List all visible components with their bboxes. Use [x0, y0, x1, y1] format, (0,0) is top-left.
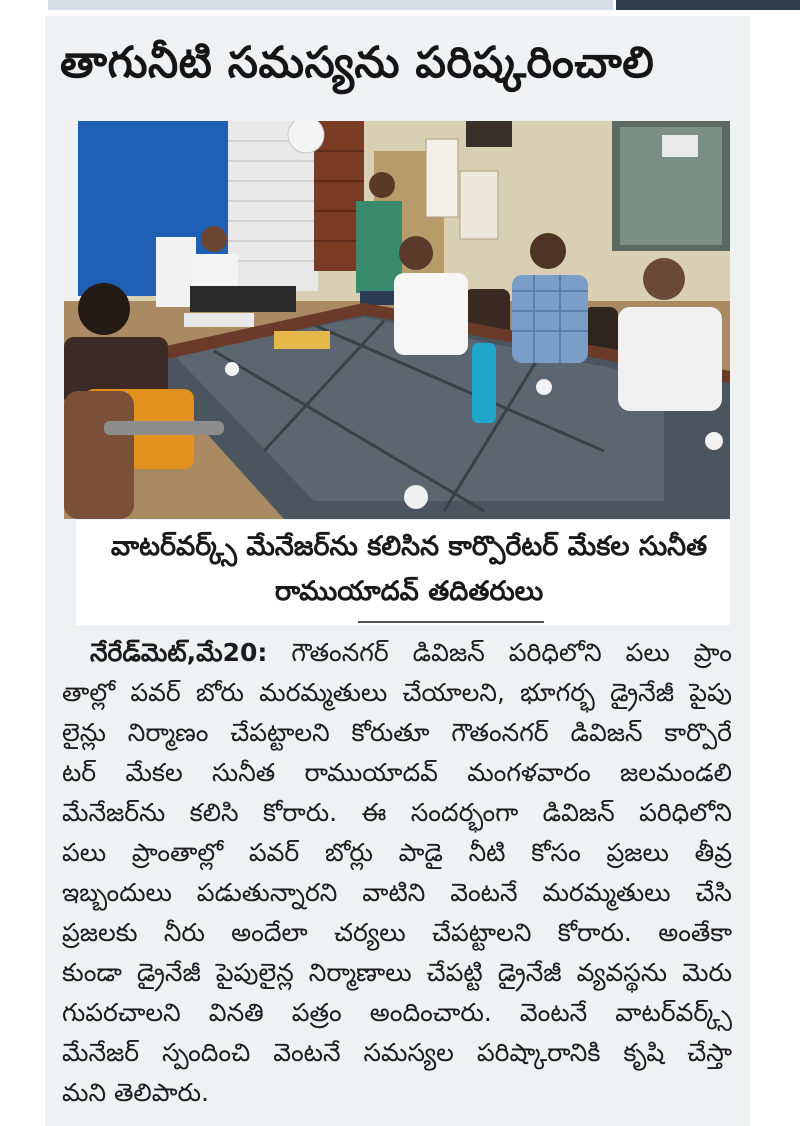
article-line: మని తెలిపారు. [62, 1078, 209, 1107]
article-line: గుపరచాలని వినతి పత్రం అందించారు. వెంటనే వాటర్‌వర్క్స్‌ [62, 998, 732, 1027]
dateline: నేరేడ్‌మెట్‌,మే20: [90, 638, 268, 667]
article-line [62, 633, 732, 673]
article-line: మేనేజర్‌ను కలిసి కోరారు. ఈ సందర్భంగా డివిజన్‌ పరిధిలోని [62, 798, 732, 827]
top-bar-left [48, 0, 613, 10]
photo-caption [96, 524, 722, 614]
caption-line-1: వాటర్‌వర్క్స్‌ మేనేజర్‌ను కలిసిన కార్పొరేటర్‌ మేకల సునీత [110, 531, 708, 562]
article-line: ఇబ్బందులు పడుతున్నారని వాటిని వెంటనే మరమ్మతులు చేసి [62, 878, 732, 907]
headline: తాగునీటి సమస్యను పరిష్కరించాలి [60, 38, 655, 88]
caption-divider [358, 621, 544, 623]
article-line: పలు ప్రాంతాల్లో పవర్‌ బోర్లు పాడై నీటి కోసం ప్రజలు తీవ్ర [62, 838, 732, 867]
article-line-text: గౌతంనగర్‌ డివిజన్‌ పరిధిలోని పలు ప్రాం [267, 638, 732, 667]
meeting-room-illustration [64, 121, 730, 519]
top-bar-right [616, 0, 800, 10]
article-line: ప్రజలకు నీరు అందేలా చర్యలు చేపట్టాలని కోరారు. అంతేకా [62, 918, 732, 947]
meeting-photo [64, 121, 730, 519]
article-body [62, 633, 732, 1113]
article-line: మేనేజర్‌ స్పందించి వెంటనే సమస్యల పరిష్కారానికి కృషి చేస్తా [62, 1038, 732, 1067]
article-line: టర్‌ మేకల సునీత రాముయాదవ్‌ మంగళవారం జలమండలి [62, 758, 732, 787]
article-line: కుండా డ్రైనేజీ పైపులైన్ల నిర్మాణాలు చేపట్టి డ్రైనేజీ వ్యవస్థను మెరు [62, 958, 732, 987]
caption-line-2: రాముయాదవ్‌ తదితరులు [274, 576, 544, 607]
article-line: లైన్లు నిర్మాణం చేపట్టాలని కోరుతూ గౌతంనగర్‌ డివిజన్‌ కార్పొరే [62, 718, 732, 747]
article-line: తాల్లో పవర్‌ బోరు మరమ్మతులు చేయాలని, భూగర్భ డ్రైనేజీ పైపు [62, 678, 732, 707]
